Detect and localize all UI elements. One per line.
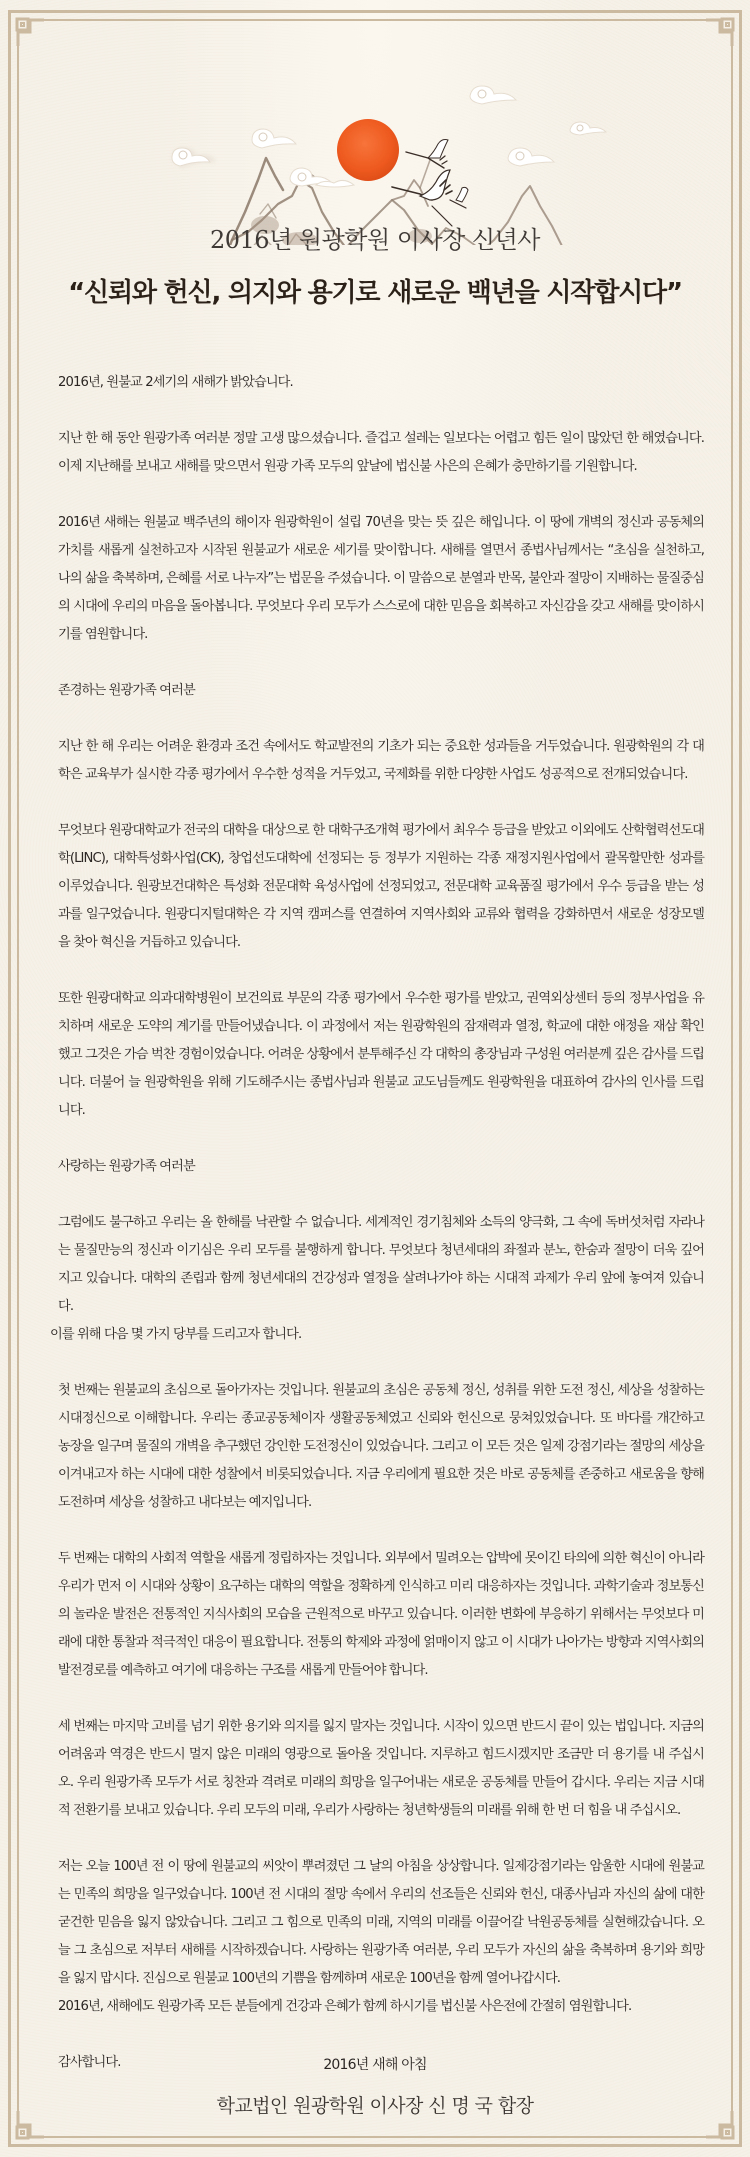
frame-left-outer bbox=[8, 38, 11, 2119]
paragraph-second-request: 두 번째는 대학의 사회적 역할을 새롭게 정립하자는 것입니다. 외부에서 밀려오는 압박에 못이긴 타의에 의한 혁신이 아니라 우리가 먼저 이 시대와 상황이 요구하는 대학의 역할을 정확하게 인식하고 미리 대응하자는 것입니다. 과학기술과 정보통신의 놀라운 발전은 전통적인 지식사회의 모습을 근원적으로 바꾸고 있습니다. 이러한 변화에 부응하기 위해서는 무엇보다 미래에 대한 통찰과 적극적인 대응이 필요합니다. 전통의 학제와 과정에 얽매이지 않고 이 시대가 나아가는 방향과 지역사회의 발전경로를 예측하고 여기에 대응하는 구조를 새롭게 만들어야 합니다. bbox=[58, 1551, 704, 1678]
frame-right-outer bbox=[739, 38, 742, 2119]
paragraph-thanks: 지난 한 해 동안 원광가족 여러분 정말 고생 많으셨습니다. 즐겁고 설레는 일보다는 어렵고 힘든 일이 많았던 한 해였습니다. 이제 지난해를 보내고 새해를 맞으면서 원광 가족 모두의 앞날에 법신불 사은의 은혜가 충만하기를 기원합니다. bbox=[58, 431, 704, 474]
frame-bottom-outer bbox=[36, 2144, 714, 2147]
frame-right-inner bbox=[731, 38, 733, 2119]
paragraph-university-results: 무엇보다 원광대학교가 전국의 대학을 대상으로 한 대학구조개혁 평가에서 최우수 등급을 받았고 이외에도 산학협력선도대학(LINC), 대학특성화사업(CK), 창업선도대학에 선정되는 등 정부가 지원하는 각종 재정지원사업에서 괄목할만한 성과를 이루었습니다. 원광보건대학은 특성화 전문대학 육성사업에 선정되었고, 전문대학 교육품질 평가에서 우수 등급을 받는 성과를 일구었습니다. 원광디지털대학은 각 지역 캠퍼스를 연결하여 지역사회와 교류와 협력을 강화하면서 새로운 성장모델을 찾아 혁신을 거듭하고 있습니다. bbox=[58, 823, 704, 950]
paragraph-centennial: 2016년 새해는 원불교 백주년의 해이자 원광학원이 설립 70년을 맞는 뜻 깊은 해입니다. 이 땅에 개벽의 정신과 공동체의 가치를 새롭게 실천하고자 시작된 원불교가 새로운 세기를 맞이합니다. 새해를 열면서 종법사님께서는 “초심을 실천하고, 나의 삶을 축복하며, 은혜를 서로 나누자”는 법문을 주셨습니다. 이 말씀으로 분열과 반목, 불안과 절망이 지배하는 물질중심의 시대에 우리의 마음을 돌아봅니다. 무엇보다 우리 모두가 스스로에 대한 믿음을 회복하고 자신감을 갖고 새해를 맞이하시기를 염원합니다. bbox=[58, 515, 704, 642]
paragraph-third-request: 세 번째는 마지막 고비를 넘기 위한 용기와 의지를 잃지 말자는 것입니다. 시작이 있으면 반드시 끝이 있는 법입니다. 지금의 어려움과 역경은 반드시 멀지 않은 미래의 영광으로 돌아올 것입니다. 지루하고 힘드시겠지만 조금만 더 용기를 내 주십시오. 우리 원광가족 모두가 서로 칭찬과 격려로 미래의 희망을 일구어내는 새로운 공동체를 만들어 갑시다. 우리는 지금 시대적 전환기를 보내고 있습니다. 우리 모두의 미래, 우리가 사랑하는 청년학생들의 미래를 위해 한 번 더 힘을 내 주십시오. bbox=[58, 1719, 704, 1818]
signature: 학교법인 원광학원 이사장 신 명 국 합장 bbox=[216, 2095, 534, 2117]
paragraph-achievements: 지난 한 해 우리는 어려운 환경과 조건 속에서도 학교발전의 기초가 되는 중요한 성과들을 거두었습니다. 원광학원의 각 대학은 교육부가 실시한 각종 평가에서 우수한 성적을 거두었고, 국제화를 위한 다양한 사업도 성공적으로 전개되었습니다. bbox=[58, 739, 704, 782]
frame-left-inner bbox=[17, 38, 19, 2119]
letter-subtitle: “신뢰와 헌신, 의지와 용기로 새로운 백년을 시작합시다” bbox=[68, 278, 682, 308]
paragraph-challenges: 그럼에도 불구하고 우리는 올 한해를 낙관할 수 없습니다. 세계적인 경기침체와 소득의 양극화, 그 속에 독버섯처럼 자라나는 물질만능의 정신과 이기심은 우리 모두를 불행하게 합니다. 무엇보다 청년세대의 좌절과 분노, 한숨과 절망이 더욱 깊어지고 있습니다. 대학의 존립과 함께 청년세대의 건강성과 열정을 살려나가야 하는 시대적 과제가 우리 앞에 놓여져 있습니다. bbox=[58, 1215, 704, 1314]
hero-illustration bbox=[0, 0, 750, 245]
flying-crane-icon bbox=[392, 140, 468, 227]
letter-body bbox=[50, 369, 704, 2105]
paragraph-requests-intro: 이를 위해 다음 몇 가지 당부를 드리고자 합니다. bbox=[50, 1327, 302, 1342]
closing-date: 2016년 새해 아침 bbox=[323, 2057, 427, 2073]
salutation-beloved: 사랑하는 원광가족 여러분 bbox=[58, 1159, 195, 1174]
closing-thanks: 감사합니다. bbox=[58, 2055, 121, 2070]
paragraph-greeting: 2016년, 원불교 2세기의 새해가 밝았습니다. bbox=[58, 375, 293, 390]
paragraph-first-request: 첫 번째는 원불교의 초심으로 돌아가자는 것입니다. 원불교의 초심은 공동체 정신, 성취를 위한 도전 정신, 세상을 성찰하는 시대정신으로 이해합니다. 우리는 종교공동체이자 생활공동체였고 신뢰와 헌신으로 뭉쳐있었습니다. 또 바다를 개간하고 농장을 일구며 물질의 개벽을 추구했던 강인한 도전정신이 있었습니다. 그리고 이 모든 것은 일제 강점기라는 절망의 세상을 이겨내고자 하는 시대에 대한 성찰에서 비롯되었습니다. 지금 우리에게 필요한 것은 바로 공동체를 존중하고 새로움을 향해 도전하며 세상을 성찰하고 내다보는 예지입니다. bbox=[58, 1383, 704, 1510]
salutation-respected: 존경하는 원광가족 여러분 bbox=[58, 683, 195, 698]
letter-title: 2016년 원광학원 이사장 신년사 bbox=[210, 226, 540, 254]
paragraph-hundred-years: 저는 오늘 100년 전 이 땅에 원불교의 씨앗이 뿌려졌던 그 날의 아침을 상상합니다. 일제강점기라는 암울한 시대에 원불교는 민족의 희망을 일구었습니다. 100년 전 시대의 절망 속에서 우리의 선조들은 신뢰와 헌신, 대종사님과 자신의 삶에 대한 굳건한 믿음을 잃지 않았습니다. 그리고 그 힘으로 민족의 미래, 지역의 미래를 이끌어갈 낙원공동체를 실현해갔습니다. 오늘 그 초심으로 저부터 새해를 시작하겠습니다. 사랑하는 원광가족 여러분, 우리 모두가 자신의 삶을 축복하며 용기와 희망을 잃지 맙시다. 진심으로 원불교 100년의 기쁨을 함께하며 새로운 100년을 함께 열어나갑시다. bbox=[58, 1859, 704, 1986]
paragraph-hospital-gratitude: 또한 원광대학교 의과대학병원이 보건의료 부문의 각종 평가에서 우수한 평가를 받았고, 권역외상센터 등의 정부사업을 유치하며 새로운 도약의 계기를 만들어냈습니다. 이 과정에서 저는 원광학원의 잠재력과 열정, 학교에 대한 애정을 재삼 확인했고 그것은 가슴 벅찬 경험이었습니다. 어려운 상황에서 분투해주신 각 대학의 총장님과 구성원 여러분께 깊은 감사를 드립니다. 더불어 늘 원광학원을 위해 기도해주시는 종법사님과 원불교 교도님들께도 원광학원을 대표하여 감사의 인사를 드립니다. bbox=[58, 991, 704, 1118]
paragraph-new-year-wish: 2016년, 새해에도 원광가족 모든 분들에게 건강과 은혜가 함께 하시기를 법신불 사은전에 간절히 염원합니다. bbox=[58, 1999, 632, 2014]
frame-bottom-inner bbox=[36, 2136, 714, 2138]
red-sun-icon bbox=[337, 119, 399, 181]
